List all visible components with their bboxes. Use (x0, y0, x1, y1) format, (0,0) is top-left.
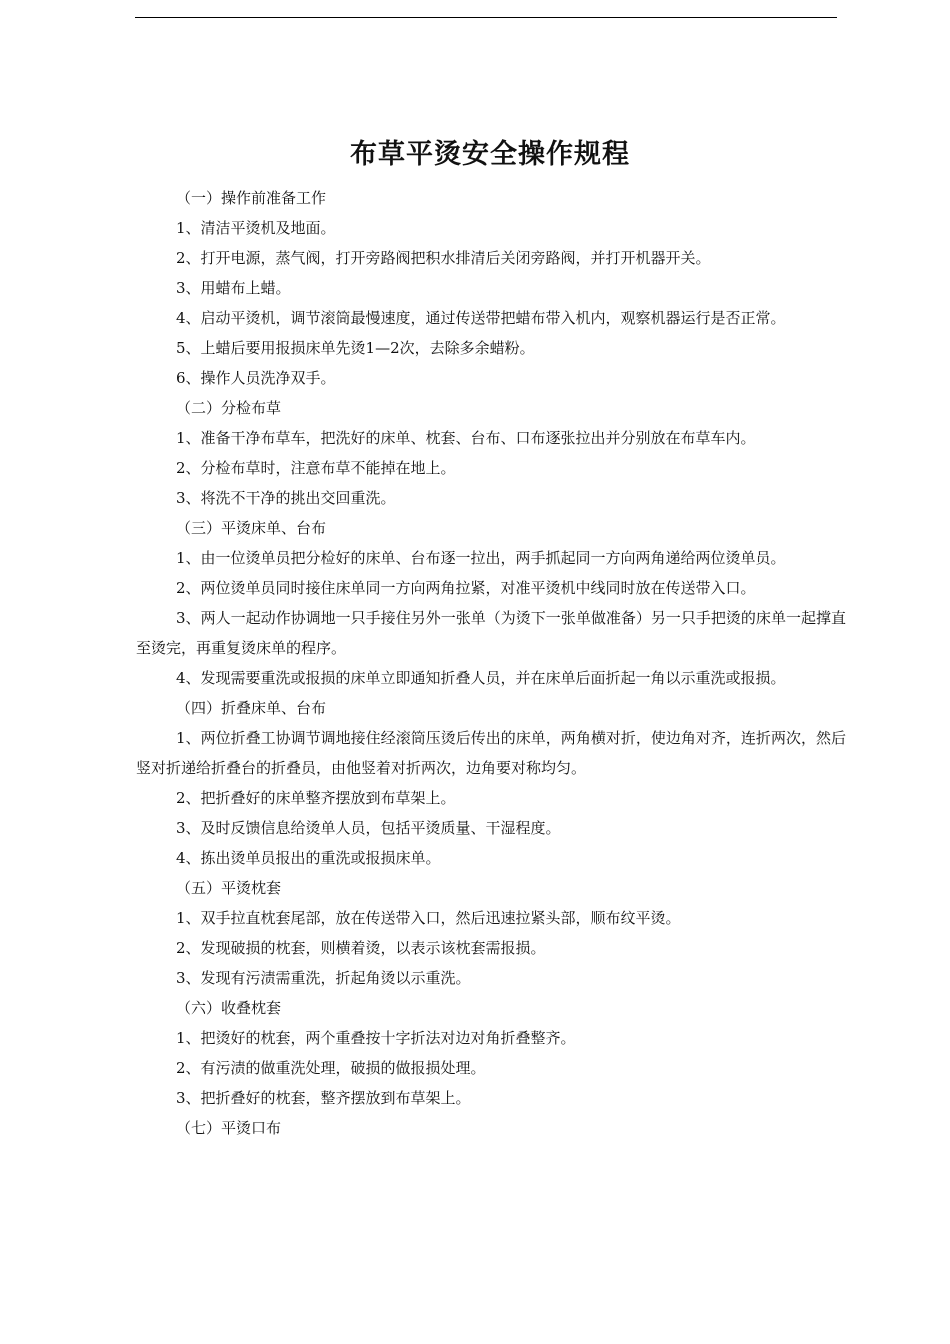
paragraph: 1、把烫好的枕套，两个重叠按十字折法对边对角折叠整齐。 (176, 1029, 576, 1047)
paragraph: 3、两人一起动作协调地一只手接住另外一张单（为烫下一张单做准备）另一只手把烫的床单一起撑直至烫完，再重复烫床单的程序。 (136, 609, 846, 657)
paragraph: 3、将洗不干净的挑出交回重洗。 (176, 489, 396, 507)
paragraph: 4、启动平烫机，调节滚筒最慢速度，通过传送带把蜡布带入机内，观察机器运行是否正常。 (176, 309, 786, 327)
document-title: 布草平烫安全操作规程 (350, 139, 630, 170)
paragraph: 2、有污渍的做重洗处理，破损的做报损处理。 (176, 1059, 486, 1077)
paragraph: 1、由一位烫单员把分检好的床单、台布逐一拉出，两手抓起同一方向两角递给两位烫单员。 (176, 549, 786, 567)
paragraph: 2、两位烫单员同时接住床单同一方向两角拉紧，对准平烫机中线同时放在传送带入口。 (176, 579, 756, 597)
section-heading: （五）平烫枕套 (176, 879, 282, 897)
section-heading: （二）分检布草 (176, 399, 282, 417)
paragraph: 4、拣出烫单员报出的重洗或报损床单。 (176, 849, 441, 867)
section-heading: （三）平烫床单、台布 (176, 519, 327, 537)
paragraph: 2、发现破损的枕套，则横着烫，以表示该枕套需报损。 (176, 939, 546, 957)
paragraph: 6、操作人员洗净双手。 (176, 369, 336, 387)
paragraph: 2、分检布草时，注意布草不能掉在地上。 (176, 459, 456, 477)
paragraph: 5、上蜡后要用报损床单先烫1—2次，去除多余蜡粉。 (176, 339, 535, 357)
paragraph: 3、用蜡布上蜡。 (176, 279, 291, 297)
section-heading: （七）平烫口布 (176, 1119, 282, 1137)
paragraph: 1、两位折叠工协调节调地接住经滚筒压烫后传出的床单，两角横对折，使边角对齐，连折两次，然后竖对折递给折叠台的折叠员，由他竖着对折两次，边角要对称均匀。 (136, 729, 846, 777)
header-rule (135, 17, 837, 18)
paragraph: 3、发现有污渍需重洗，折起角烫以示重洗。 (176, 969, 471, 987)
paragraph: 2、把折叠好的床单整齐摆放到布草架上。 (176, 789, 456, 807)
paragraph: 1、准备干净布草车，把洗好的床单、枕套、台布、口布逐张拉出并分别放在布草车内。 (176, 429, 756, 447)
paragraph: 1、清洁平烫机及地面。 (176, 219, 336, 237)
paragraph: 1、双手拉直枕套尾部，放在传送带入口，然后迅速拉紧头部，顺布纹平烫。 (176, 909, 681, 927)
paragraph: 3、及时反馈信息给烫单人员，包括平烫质量、干湿程度。 (176, 819, 561, 837)
paragraph: 2、打开电源，蒸气阀，打开旁路阀把积水排清后关闭旁路阀，并打开机器开关。 (176, 249, 711, 267)
section-heading: （一）操作前准备工作 (176, 189, 327, 207)
section-heading: （四）折叠床单、台布 (176, 699, 327, 717)
paragraph: 3、把折叠好的枕套，整齐摆放到布草架上。 (176, 1089, 471, 1107)
paragraph: 4、发现需要重洗或报损的床单立即通知折叠人员，并在床单后面折起一角以示重洗或报损。 (176, 669, 786, 687)
document-body (136, 183, 846, 1143)
section-heading: （六）收叠枕套 (176, 999, 282, 1017)
